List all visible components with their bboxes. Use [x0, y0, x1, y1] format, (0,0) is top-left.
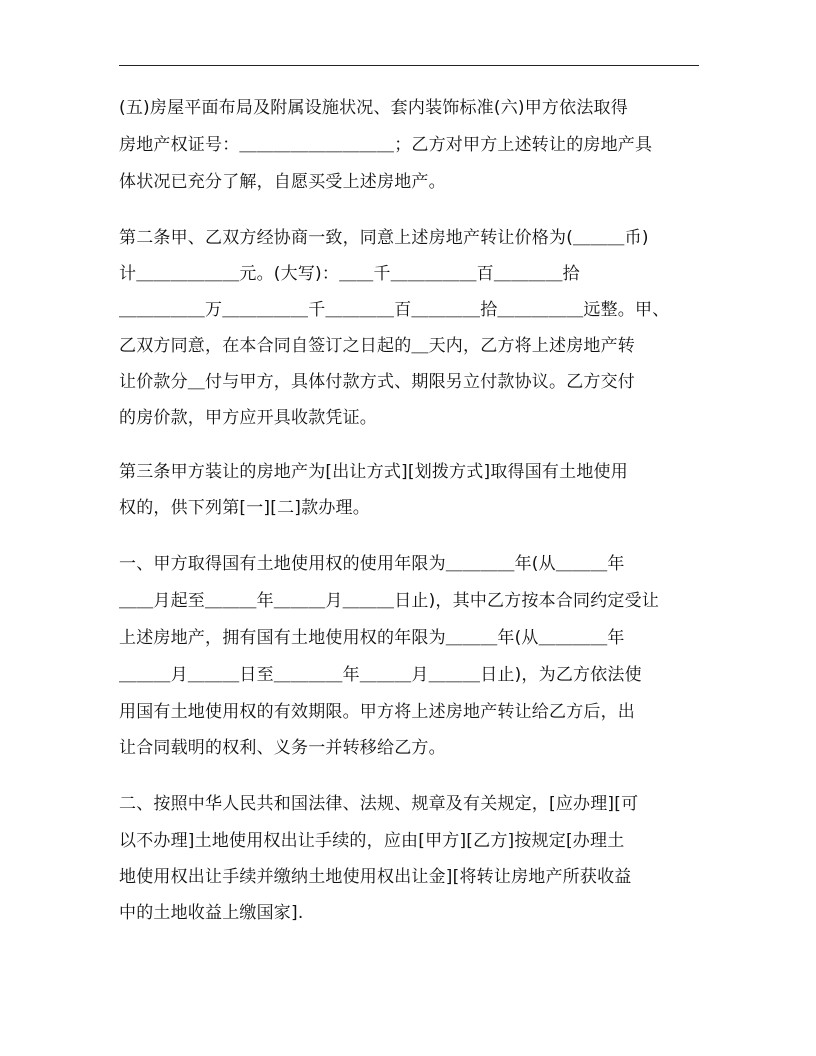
text-line: 地使用权出让手续并缴纳土地使用权出让金][将转让房地产所获收益 — [119, 867, 632, 887]
text-line: 的房价款，甲方应开具收款凭证。 — [119, 408, 377, 428]
text-line: 以不办理]土地使用权出让手续的，应由[甲方][乙方]按规定[办理土 — [119, 831, 625, 851]
text-line: ＿＿＿＿＿万＿＿＿＿＿千＿＿＿＿百＿＿＿＿拾＿＿＿＿＿远整。甲、 — [119, 300, 670, 320]
text-line: ＿＿月起至＿＿＿年＿＿＿月＿＿＿日止)，其中乙方按本合同约定受让 — [119, 591, 660, 611]
text-line: 让价款分＿付与甲方，具体付款方式、期限另立付款协议。乙方交付 — [119, 372, 635, 392]
text-line: 计＿＿＿＿＿＿元。(大写)：＿＿千＿＿＿＿＿百＿＿＿＿拾 — [119, 264, 580, 284]
text-line: 权的，供下列第[一][二]款办理。 — [119, 498, 370, 518]
text-line: 一、甲方取得国有土地使用权的使用年限为＿＿＿＿年(从＿＿＿年 — [119, 554, 625, 574]
text-line: 第三条甲方装让的房地产为[出让方式][划拨方式]取得国有土地使用 — [119, 462, 628, 482]
text-line: 中的土地收益上缴国家]. — [119, 903, 304, 923]
text-line: (五)房屋平面布局及附属设施状况、套内装饰标准(六)甲方依法取得 — [119, 98, 628, 118]
text-line: ＿＿＿月＿＿＿日至＿＿＿＿年＿＿＿月＿＿＿日止)，为乙方依法使 — [119, 665, 642, 685]
header-rule — [119, 65, 699, 66]
text-line: 体状况已充分了解，自愿买受上述房地产。 — [119, 172, 446, 192]
text-line: 第二条甲、乙双方经协商一致，同意上述房地产转让价格为(＿＿＿币) — [119, 228, 649, 248]
text-line: 让合同载明的权利、义务一并转移给乙方。 — [119, 738, 446, 758]
text-line: 用国有土地使用权的有效期限。甲方将上述房地产转让给乙方后，出 — [119, 702, 635, 722]
text-line: 上述房地产，拥有国有土地使用权的年限为＿＿＿年(从＿＿＿＿年 — [119, 628, 625, 648]
text-line: 房地产权证号：＿＿＿＿＿＿＿＿＿；乙方对甲方上述转让的房地产具 — [119, 135, 653, 155]
text-line: 二、按照中华人民共和国法律、法规、规章及有关规定，[应办理][可 — [119, 794, 639, 814]
text-line: 乙双方同意，在本合同自签订之日起的＿天内，乙方将上述房地产转 — [119, 336, 635, 356]
